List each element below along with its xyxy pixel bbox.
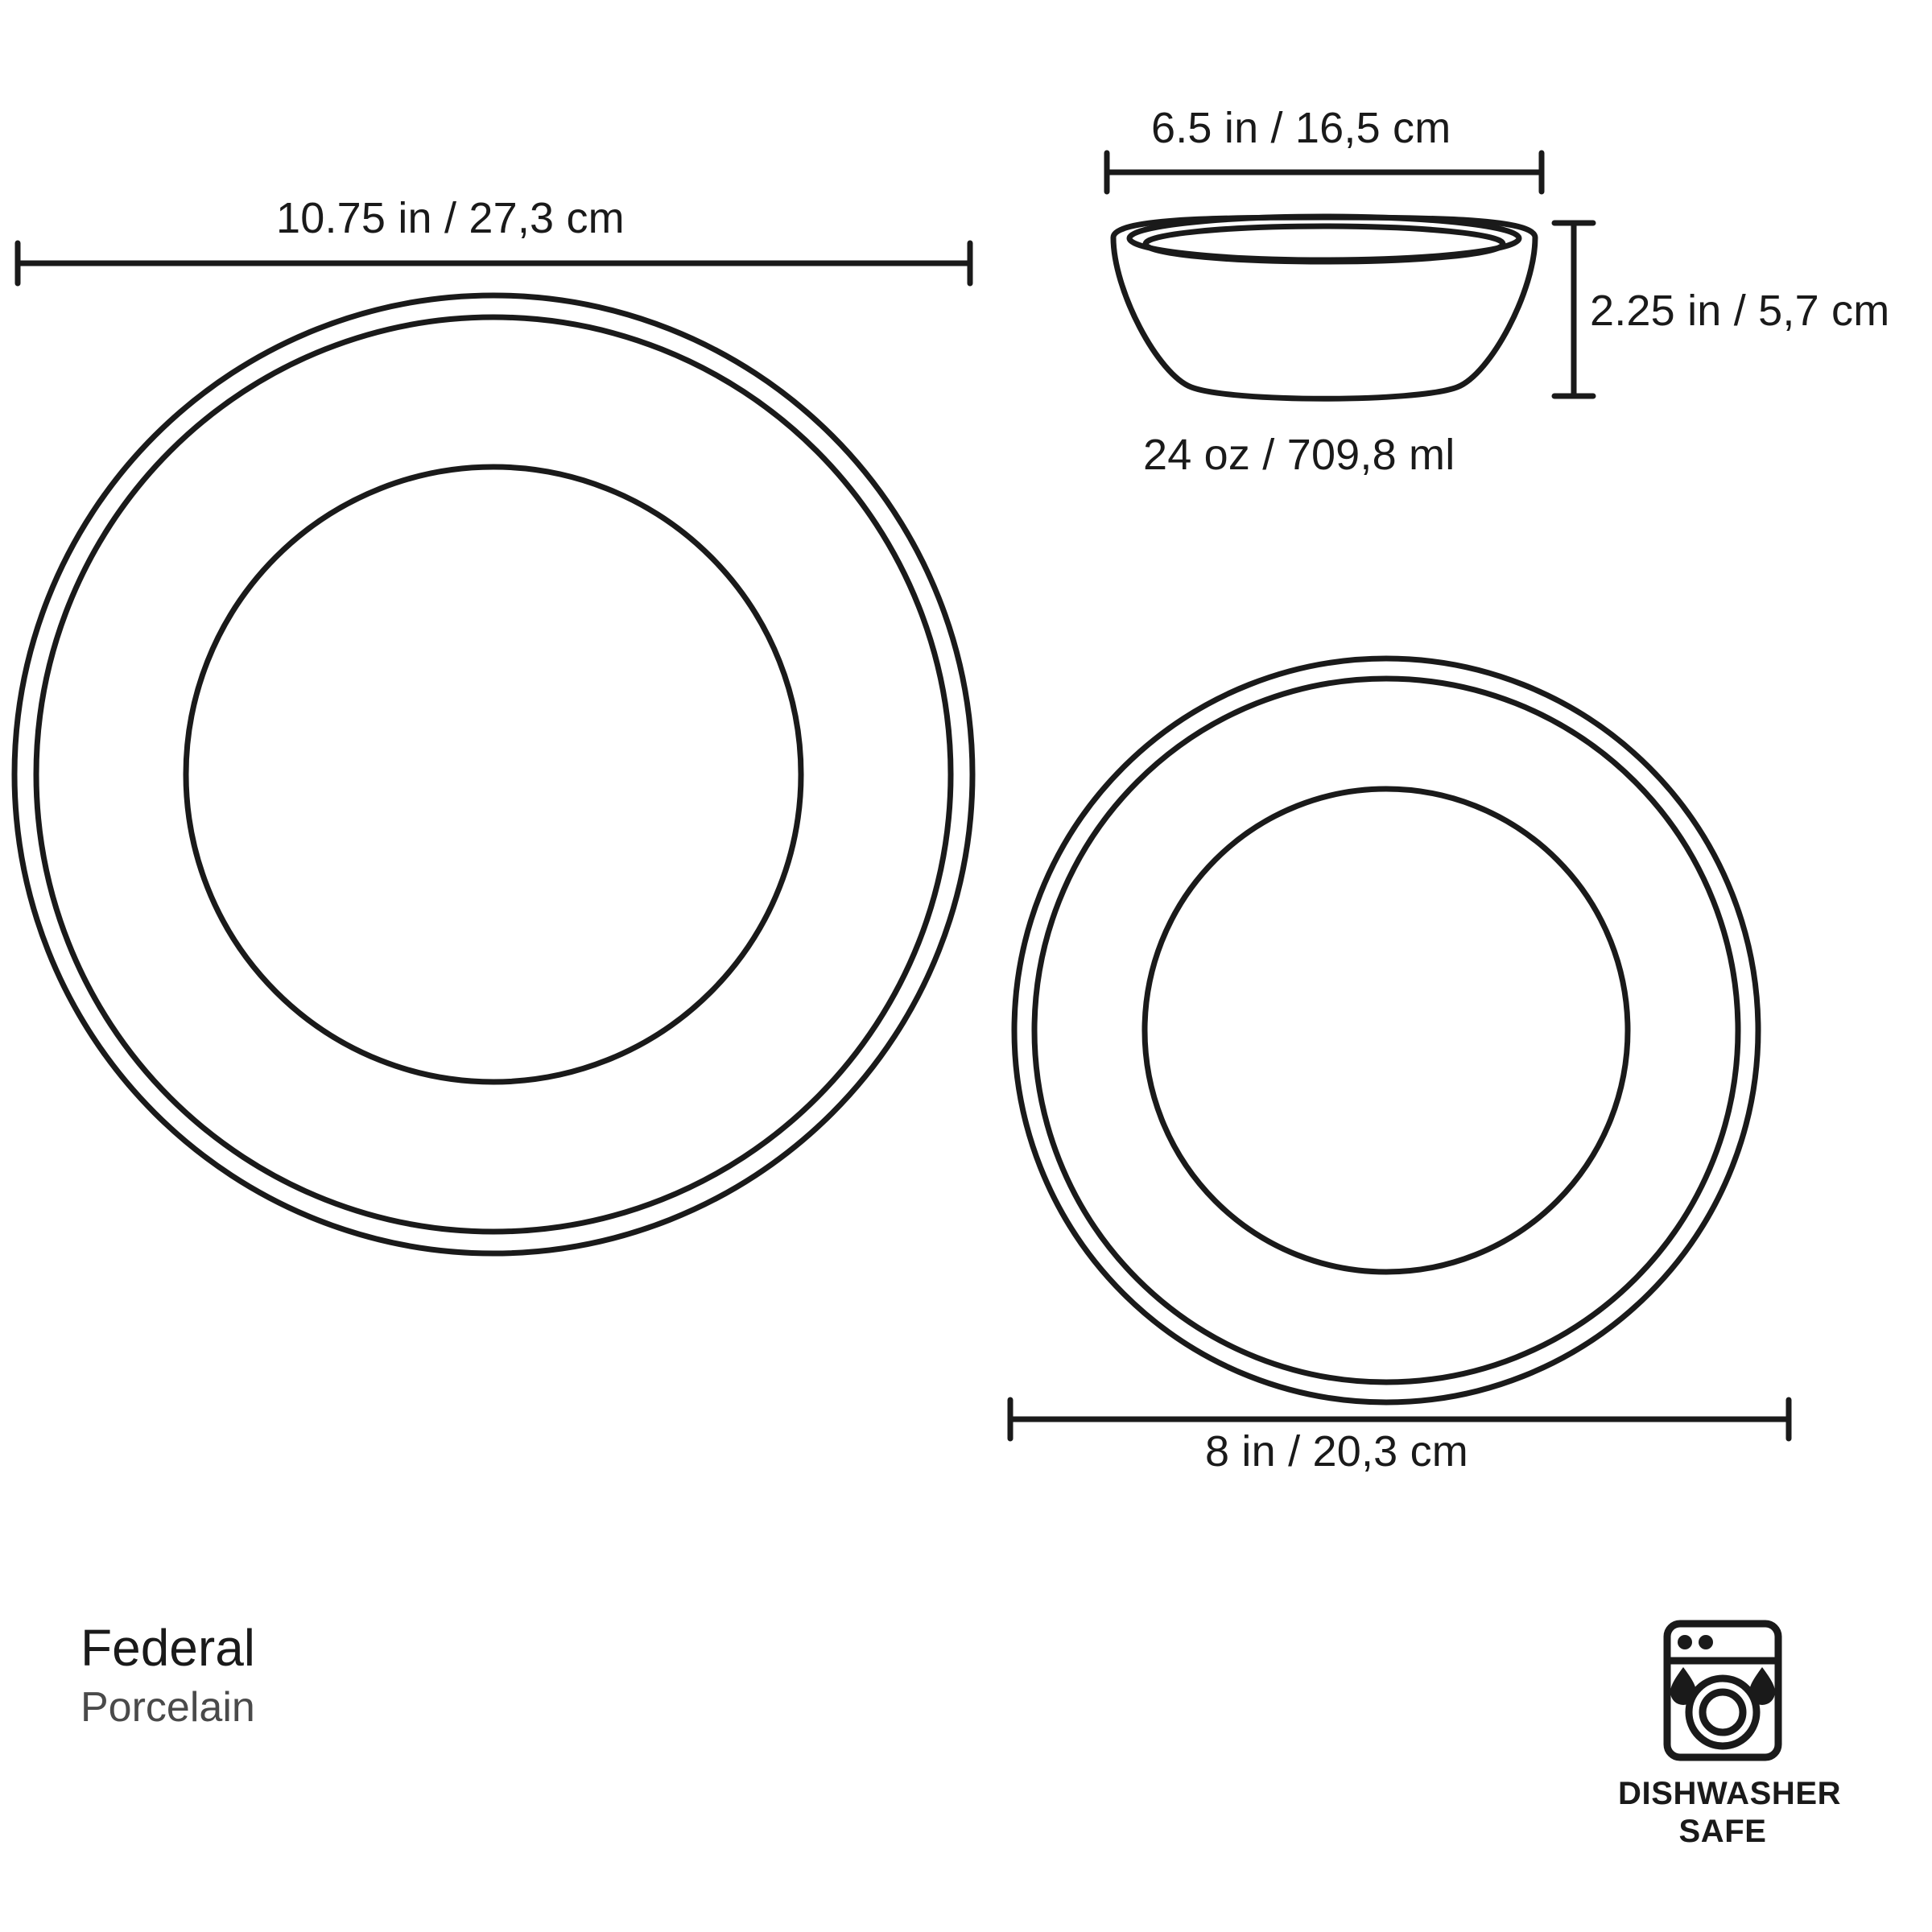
product-material: Porcelain bbox=[80, 1683, 255, 1731]
bowl-height-dimension-line bbox=[1554, 223, 1593, 396]
care-line-2: SAFE bbox=[1678, 1814, 1767, 1850]
bowl-height-dimension-label: 2.25 in / 5,7 cm bbox=[1590, 287, 1890, 335]
basin-shape bbox=[1680, 1749, 1765, 1765]
salad-plate-dimension-label: 8 in / 20,3 cm bbox=[1205, 1427, 1468, 1476]
bowl-volume-label: 24 oz / 709,8 ml bbox=[1143, 431, 1455, 479]
care-line-1: DISHWASHER bbox=[1618, 1776, 1842, 1811]
dinner-plate-drawing bbox=[14, 295, 972, 1253]
dishwasher-safe-badge bbox=[1618, 1614, 1842, 1851]
product-name: Federal bbox=[80, 1619, 255, 1677]
bowl-width-dimension-line bbox=[1107, 153, 1542, 192]
cereal-bowl-drawing bbox=[1113, 217, 1535, 398]
bowl-width-dimension-label: 6.5 in / 16,5 cm bbox=[1151, 104, 1451, 152]
salad-plate-drawing bbox=[1014, 658, 1758, 1402]
dishwasher-icon bbox=[1646, 1614, 1799, 1767]
dinner-plate-dimension-label: 10.75 in / 27,3 cm bbox=[276, 194, 625, 242]
dinner-plate-dimension-line bbox=[18, 243, 970, 283]
water-drop-icons bbox=[1670, 1667, 1775, 1705]
product-caption bbox=[80, 1620, 255, 1732]
dishwasher-safe-label bbox=[1618, 1775, 1842, 1851]
